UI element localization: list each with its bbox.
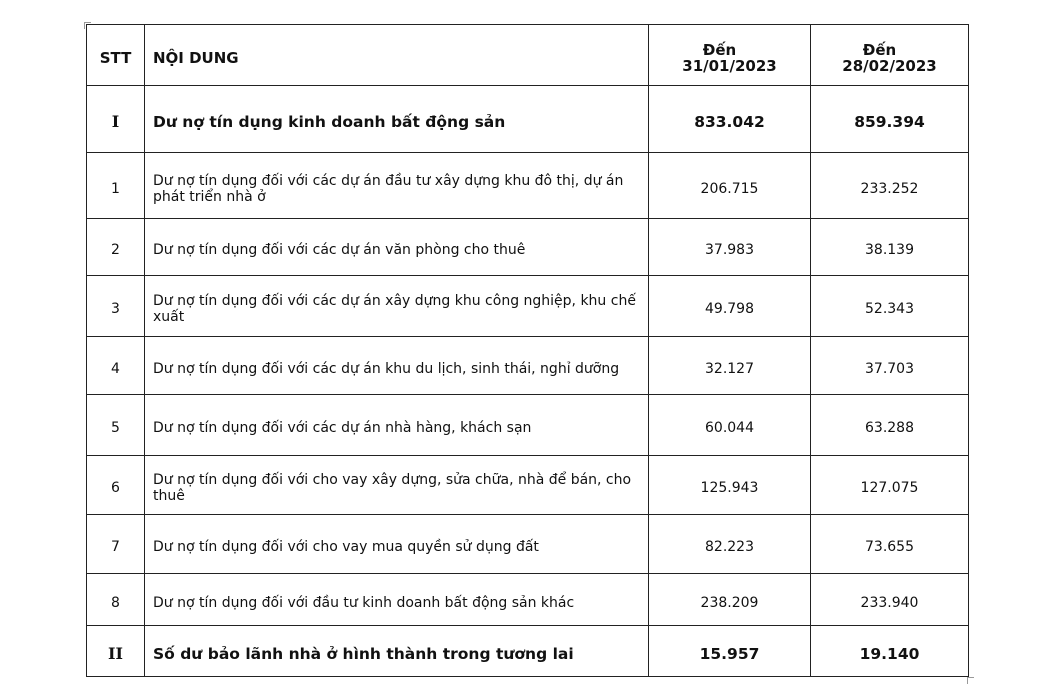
- row-stt: 6: [87, 456, 145, 515]
- row-stt: 5: [87, 395, 145, 456]
- row-content: Số dư bảo lãnh nhà ở hình thành trong tương lai: [145, 626, 649, 677]
- value-jan-2023: 32.127: [649, 337, 811, 395]
- table-row: [87, 574, 969, 626]
- value-jan-2023: 37.983: [649, 219, 811, 276]
- row-stt: 8: [87, 574, 145, 626]
- value-jan-2023: 238.209: [649, 574, 811, 626]
- value-feb-2023: 19.140: [811, 626, 969, 677]
- table-header: [87, 25, 969, 86]
- row-content: Dư nợ tín dụng đối với các dự án đầu tư xây dựng khu đô thị, dự án phát triển nhà ở: [145, 153, 649, 219]
- table-row: [87, 276, 969, 337]
- row-content: Dư nợ tín dụng đối với các dự án nhà hàng, khách sạn: [145, 395, 649, 456]
- row-stt: I: [87, 86, 145, 153]
- value-jan-2023: 15.957: [649, 626, 811, 677]
- row-stt: 3: [87, 276, 145, 337]
- value-feb-2023: 52.343: [811, 276, 969, 337]
- table-row: [87, 219, 969, 276]
- value-jan-2023: 60.044: [649, 395, 811, 456]
- table-row: [87, 395, 969, 456]
- table-row: [87, 515, 969, 574]
- value-feb-2023: 233.940: [811, 574, 969, 626]
- row-stt: II: [87, 626, 145, 677]
- row-stt: 4: [87, 337, 145, 395]
- value-jan-2023: 206.715: [649, 153, 811, 219]
- row-stt: 7: [87, 515, 145, 574]
- value-feb-2023: 73.655: [811, 515, 969, 574]
- header-stt: STT: [87, 25, 145, 86]
- value-feb-2023: 233.252: [811, 153, 969, 219]
- corner-mark: [967, 677, 974, 684]
- value-feb-2023: 63.288: [811, 395, 969, 456]
- row-stt: 2: [87, 219, 145, 276]
- value-feb-2023: 859.394: [811, 86, 969, 153]
- credit-table: [86, 24, 969, 677]
- row-content: Dư nợ tín dụng đối với cho vay xây dựng, sửa chữa, nhà để bán, cho thuê: [145, 456, 649, 515]
- value-feb-2023: 38.139: [811, 219, 969, 276]
- value-jan-2023: 125.943: [649, 456, 811, 515]
- value-jan-2023: 82.223: [649, 515, 811, 574]
- header-col1: Đến 31/01/2023: [649, 25, 811, 86]
- row-content: Dư nợ tín dụng đối với các dự án khu du lịch, sinh thái, nghỉ dưỡng: [145, 337, 649, 395]
- row-content: Dư nợ tín dụng đối với các dự án xây dựng khu công nghiệp, khu chế xuất: [145, 276, 649, 337]
- table-row: [87, 86, 969, 153]
- value-feb-2023: 37.703: [811, 337, 969, 395]
- table-row: [87, 153, 969, 219]
- value-feb-2023: 127.075: [811, 456, 969, 515]
- header-col2: Đến 28/02/2023: [811, 25, 969, 86]
- row-stt: 1: [87, 153, 145, 219]
- table-row: [87, 337, 969, 395]
- row-content: Dư nợ tín dụng đối với các dự án văn phòng cho thuê: [145, 219, 649, 276]
- row-content: Dư nợ tín dụng kinh doanh bất động sản: [145, 86, 649, 153]
- row-content: Dư nợ tín dụng đối với cho vay mua quyền sử dụng đất: [145, 515, 649, 574]
- row-content: Dư nợ tín dụng đối với đầu tư kinh doanh bất động sản khác: [145, 574, 649, 626]
- header-content: NỘI DUNG: [145, 25, 649, 86]
- table-row: [87, 626, 969, 677]
- value-jan-2023: 833.042: [649, 86, 811, 153]
- value-jan-2023: 49.798: [649, 276, 811, 337]
- table-row: [87, 456, 969, 515]
